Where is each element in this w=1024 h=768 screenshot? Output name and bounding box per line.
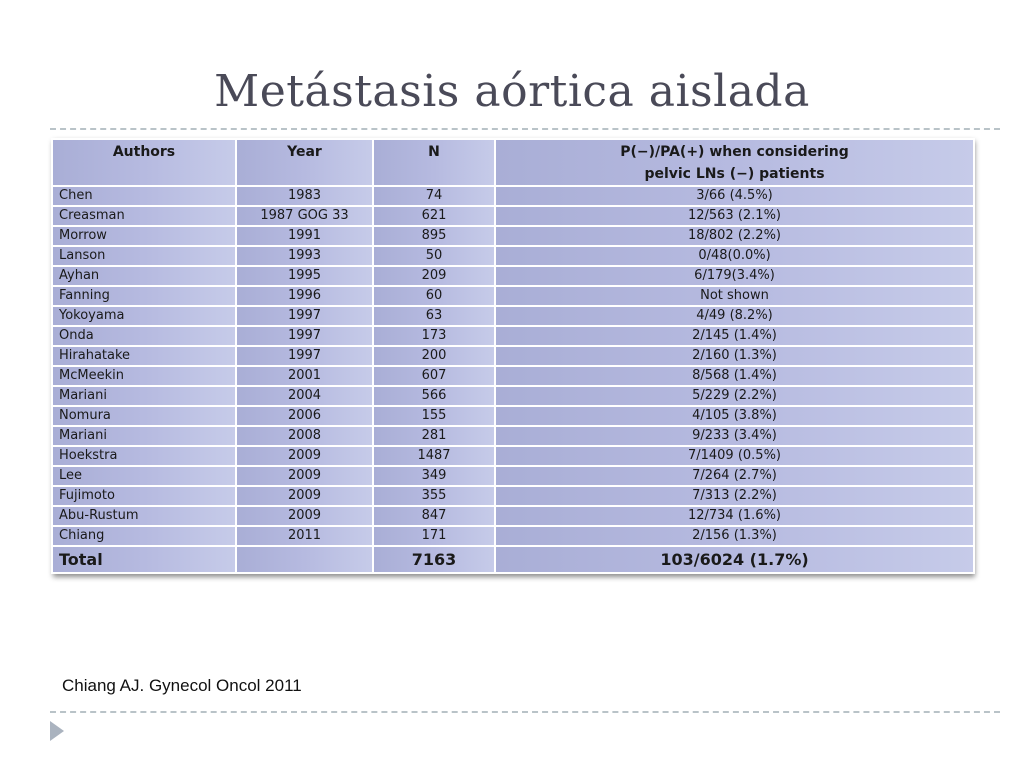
cell-n: 281 bbox=[373, 426, 495, 446]
table-row bbox=[52, 486, 974, 506]
table-total-row bbox=[52, 546, 974, 573]
table-row bbox=[52, 406, 974, 426]
cell-year: 1995 bbox=[236, 266, 373, 286]
table-row bbox=[52, 226, 974, 246]
cell-year: 2008 bbox=[236, 426, 373, 446]
cell-ratio: 7/313 (2.2%) bbox=[495, 486, 974, 506]
cell-ratio: Not shown bbox=[495, 286, 974, 306]
cell-n: 355 bbox=[373, 486, 495, 506]
cell-author: Mariani bbox=[52, 386, 236, 406]
header-year: Year bbox=[236, 139, 373, 186]
metastasis-table bbox=[51, 138, 975, 574]
cell-author: Lanson bbox=[52, 246, 236, 266]
table-row bbox=[52, 186, 974, 206]
citation: Chiang AJ. Gynecol Oncol 2011 bbox=[62, 676, 302, 695]
cell-author: Mariani bbox=[52, 426, 236, 446]
cell-year: 1997 bbox=[236, 346, 373, 366]
cell-year: 2001 bbox=[236, 366, 373, 386]
cell-n: 209 bbox=[373, 266, 495, 286]
cell-year: 2009 bbox=[236, 446, 373, 466]
cell-ratio: 7/1409 (0.5%) bbox=[495, 446, 974, 466]
top-divider bbox=[50, 128, 1000, 130]
cell-author: Hirahatake bbox=[52, 346, 236, 366]
cell-ratio: 0/48(0.0%) bbox=[495, 246, 974, 266]
cell-n: 621 bbox=[373, 206, 495, 226]
cell-n: 155 bbox=[373, 406, 495, 426]
cell-author: Onda bbox=[52, 326, 236, 346]
cell-year: 1991 bbox=[236, 226, 373, 246]
cell-author: Nomura bbox=[52, 406, 236, 426]
table-row bbox=[52, 286, 974, 306]
cell-n: 607 bbox=[373, 366, 495, 386]
cell-year: 2009 bbox=[236, 506, 373, 526]
cell-author: Hoekstra bbox=[52, 446, 236, 466]
table-row bbox=[52, 426, 974, 446]
table-row bbox=[52, 386, 974, 406]
cell-n: 1487 bbox=[373, 446, 495, 466]
table-header-row bbox=[52, 139, 974, 186]
cell-author: Creasman bbox=[52, 206, 236, 226]
cell-ratio: 8/568 (1.4%) bbox=[495, 366, 974, 386]
cell-ratio: 12/734 (1.6%) bbox=[495, 506, 974, 526]
cell-ratio: 3/66 (4.5%) bbox=[495, 186, 974, 206]
header-authors: Authors bbox=[52, 139, 236, 186]
total-author: Total bbox=[52, 546, 236, 573]
cell-author: McMeekin bbox=[52, 366, 236, 386]
cell-year: 1983 bbox=[236, 186, 373, 206]
table-row bbox=[52, 206, 974, 226]
header-ratio-line2: pelvic LNs (−) patients bbox=[644, 166, 825, 182]
table-row bbox=[52, 366, 974, 386]
cell-author: Chiang bbox=[52, 526, 236, 546]
cell-ratio: 18/802 (2.2%) bbox=[495, 226, 974, 246]
cell-n: 349 bbox=[373, 466, 495, 486]
table-row bbox=[52, 246, 974, 266]
bottom-divider bbox=[50, 711, 1000, 713]
cell-author: Yokoyama bbox=[52, 306, 236, 326]
cell-ratio: 7/264 (2.7%) bbox=[495, 466, 974, 486]
cell-ratio: 4/49 (8.2%) bbox=[495, 306, 974, 326]
cell-ratio: 2/156 (1.3%) bbox=[495, 526, 974, 546]
cell-n: 50 bbox=[373, 246, 495, 266]
header-n: N bbox=[373, 139, 495, 186]
cell-n: 63 bbox=[373, 306, 495, 326]
cell-ratio: 4/105 (3.8%) bbox=[495, 406, 974, 426]
cell-ratio: 2/145 (1.4%) bbox=[495, 326, 974, 346]
table-row bbox=[52, 266, 974, 286]
cell-author: Fujimoto bbox=[52, 486, 236, 506]
table-row bbox=[52, 506, 974, 526]
cell-year: 2004 bbox=[236, 386, 373, 406]
cell-n: 171 bbox=[373, 526, 495, 546]
cell-ratio: 5/229 (2.2%) bbox=[495, 386, 974, 406]
table-row bbox=[52, 326, 974, 346]
table-row bbox=[52, 346, 974, 366]
cell-year: 1987 GOG 33 bbox=[236, 206, 373, 226]
cell-author: Ayhan bbox=[52, 266, 236, 286]
table-body bbox=[52, 186, 974, 573]
cell-ratio: 12/563 (2.1%) bbox=[495, 206, 974, 226]
cell-ratio: 6/179(3.4%) bbox=[495, 266, 974, 286]
cell-author: Morrow bbox=[52, 226, 236, 246]
triangle-arrow-icon bbox=[50, 721, 64, 741]
cell-year: 1996 bbox=[236, 286, 373, 306]
cell-n: 566 bbox=[373, 386, 495, 406]
cell-ratio: 2/160 (1.3%) bbox=[495, 346, 974, 366]
cell-author: Chen bbox=[52, 186, 236, 206]
total-year bbox=[236, 546, 373, 573]
table-row bbox=[52, 446, 974, 466]
header-ratio bbox=[495, 139, 974, 186]
cell-author: Abu-Rustum bbox=[52, 506, 236, 526]
cell-author: Lee bbox=[52, 466, 236, 486]
cell-year: 2011 bbox=[236, 526, 373, 546]
cell-n: 200 bbox=[373, 346, 495, 366]
cell-n: 895 bbox=[373, 226, 495, 246]
header-ratio-line1: P(−)/PA(+) when considering bbox=[620, 144, 849, 160]
total-ratio: 103/6024 (1.7%) bbox=[495, 546, 974, 573]
cell-author: Fanning bbox=[52, 286, 236, 306]
table-row bbox=[52, 306, 974, 326]
cell-year: 1997 bbox=[236, 326, 373, 346]
total-n: 7163 bbox=[373, 546, 495, 573]
cell-ratio: 9/233 (3.4%) bbox=[495, 426, 974, 446]
data-table-container bbox=[51, 138, 973, 574]
table-row bbox=[52, 526, 974, 546]
cell-year: 2006 bbox=[236, 406, 373, 426]
cell-year: 2009 bbox=[236, 466, 373, 486]
cell-n: 60 bbox=[373, 286, 495, 306]
cell-n: 173 bbox=[373, 326, 495, 346]
table-row bbox=[52, 466, 974, 486]
slide-title: Metástasis aórtica aislada bbox=[214, 66, 810, 117]
cell-year: 1993 bbox=[236, 246, 373, 266]
cell-year: 2009 bbox=[236, 486, 373, 506]
cell-n: 74 bbox=[373, 186, 495, 206]
cell-n: 847 bbox=[373, 506, 495, 526]
cell-year: 1997 bbox=[236, 306, 373, 326]
